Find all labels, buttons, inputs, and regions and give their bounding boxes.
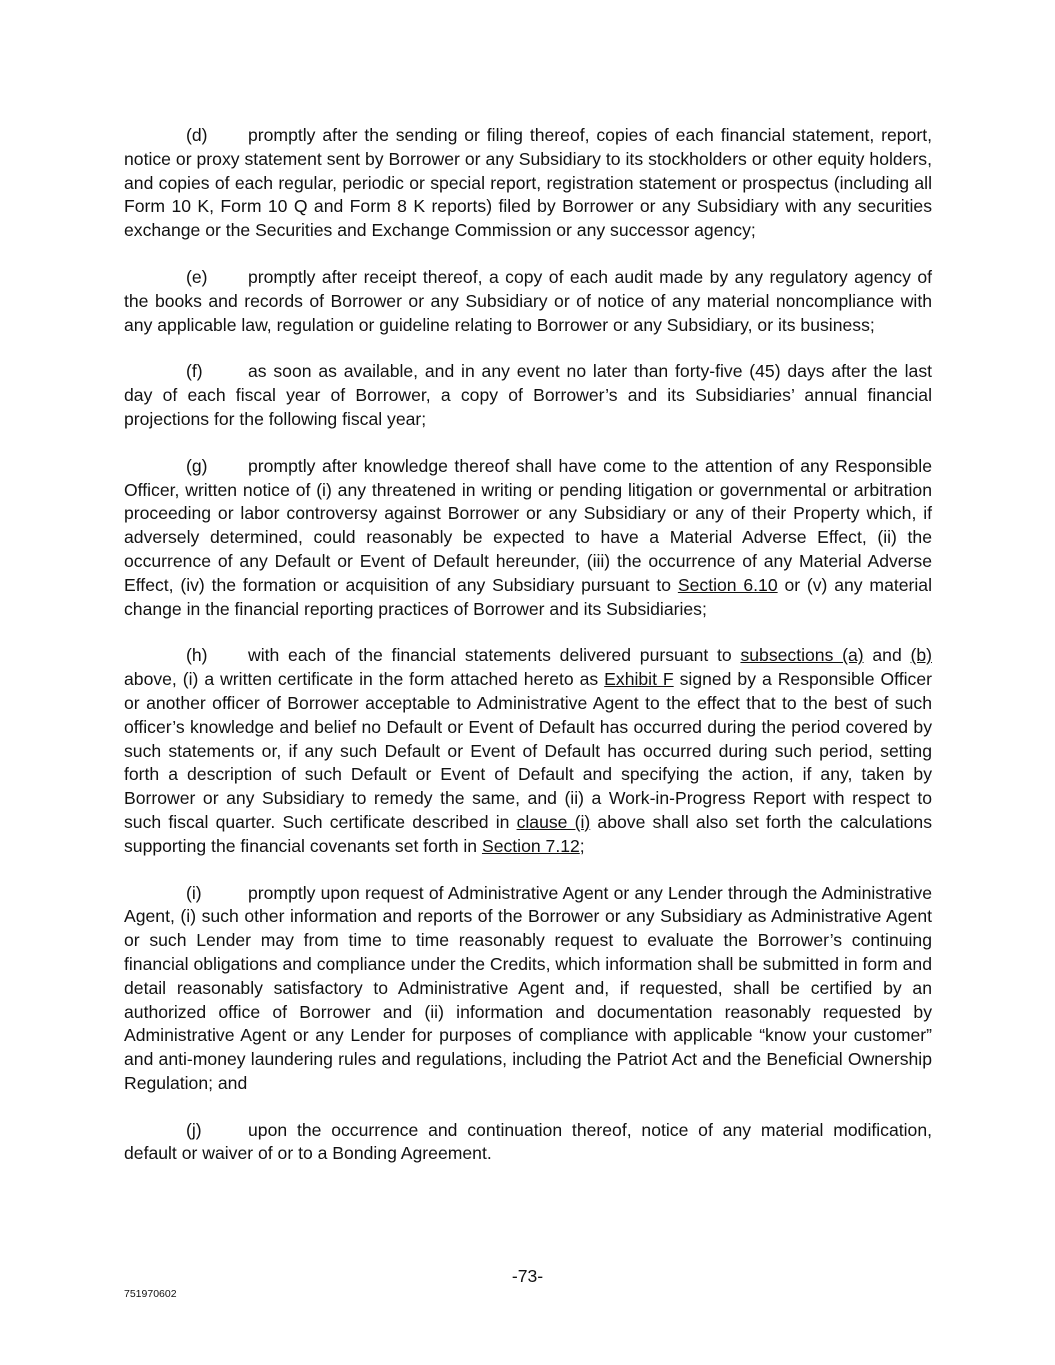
subsection-reference: subsections (a): [740, 645, 864, 666]
paragraph-text: above, (i) a written certificate in the form attached hereto as: [124, 669, 605, 690]
paragraph-f: [124, 360, 932, 431]
paragraph-text: and: [863, 645, 911, 666]
paragraph-g: [124, 455, 932, 622]
paragraph-text: promptly upon request of Administrative Agent or any Lender through the Administrative Agent, (i) such other information and reports of the Borrower or any Subsidiary as Administrative Agent or such Lender may from time to time reasonably request to evaluate the Borrower’s continuing financial obligations and compliance under the Credits, which information shall be submitted in form and detail reasonably satisfactory to Administrative Agent and, if requested, shall be certified by an authorized office of Borrower and (ii) information and documentation reasonably requested by Administrative Agent or any Lender for purposes of compliance with applicable “know your customer” and anti-money laundering rules and regulations, including the Patriot Act and the Beneficial Ownership Regulation; and: [124, 882, 932, 1093]
section-reference: Section 6.10: [677, 574, 778, 595]
paragraph-text: promptly after the sending or filing thereof, copies of each financial statement, report, notice or proxy statement sent by Borrower or any Subsidiary to its stockholders or other equity holders, and copies of each regular, periodic or special report, registration statement or prospectus (including all Form 10 K, Form 10 Q and Form 8 K reports) filed by Borrower or any Subsidiary with any securities exchange or the Securities and Exchange Commission or any successor agency;: [124, 125, 932, 241]
clause-reference: clause (i): [516, 811, 591, 832]
paragraph-label: (f): [186, 361, 203, 382]
document-id: 751970602: [124, 1288, 177, 1300]
paragraph-label: (h): [186, 645, 208, 666]
paragraph-text: upon the occurrence and continuation thereof, notice of any material modification, default or waiver of or to a Bonding Agreement.: [124, 1119, 932, 1164]
section-reference: Section 7.12: [481, 835, 580, 856]
page-number: -73-: [511, 1266, 544, 1286]
paragraph-text: promptly after receipt thereof, a copy of each audit made by any regulatory agency of the books and records of Borrower or any Subsidiary or of notice of any material noncompliance with any applicable law, regulation or guideline relating to Borrower or any Subsidiary, or its business;: [124, 266, 932, 335]
paragraph-label: (g): [186, 455, 208, 476]
paragraph-label: (e): [186, 266, 208, 287]
paragraph-h: [124, 644, 932, 858]
exhibit-reference: Exhibit F: [604, 669, 674, 690]
document-body: [124, 124, 932, 1189]
paragraph-text: as soon as available, and in any event no later than forty-five (45) days after the last day of each fiscal year of Borrower, a copy of Borrower’s and its Subsidiaries’ annual financial projections for the following fiscal year;: [124, 361, 932, 429]
paragraph-text: signed by a Responsible Officer or another officer of Borrower acceptable to Administrative Agent to the effect that to the best of such officer’s knowledge and belief no Default or Event of Default has occurred during the period covered by such statements or, if any such Default or Event of Default has occurred during such period, setting forth a description of such Default or Event of Default and specifying the action, if any, taken by Borrower or any Subsidiary to remedy the same, and (ii) a Work-in-Progress Report with respect to such fiscal quarter. Such certificate described in: [124, 669, 932, 832]
paragraph-label: (i): [186, 882, 202, 903]
paragraph-label: (d): [186, 125, 208, 145]
paragraph-i: [124, 882, 932, 1096]
paragraph-label: (j): [186, 1119, 202, 1140]
paragraph-j: [124, 1119, 932, 1167]
paragraph-text: with each of the financial statements delivered pursuant to: [248, 645, 741, 666]
paragraph-text: promptly after knowledge thereof shall have come to the attention of any Responsible Officer, written notice of (i) any threatened in writing or pending litigation or governmental or arbitration proceeding or labor controversy against Borrower or any Subsidiary or any of their Property which, if adversely determined, could reasonably be expected to have a Material Adverse Effect, (ii) the occurrence of any Default or Event of Default hereunder, (iii) the occurrence of any Material Adverse Effect, (iv) the formation or acquisition of any Subsidiary pursuant to: [124, 455, 932, 595]
paragraph-e: [124, 266, 932, 337]
paragraph-text: ;: [579, 835, 585, 856]
subsection-reference: (b): [910, 645, 932, 666]
paragraph-text: or (v) any material change in the financial reporting practices of Borrower and its Subsidiaries;: [124, 574, 932, 619]
paragraph-text: above shall also set forth the calculations supporting the financial covenants set forth in: [124, 811, 932, 856]
paragraph-d: [124, 124, 932, 243]
